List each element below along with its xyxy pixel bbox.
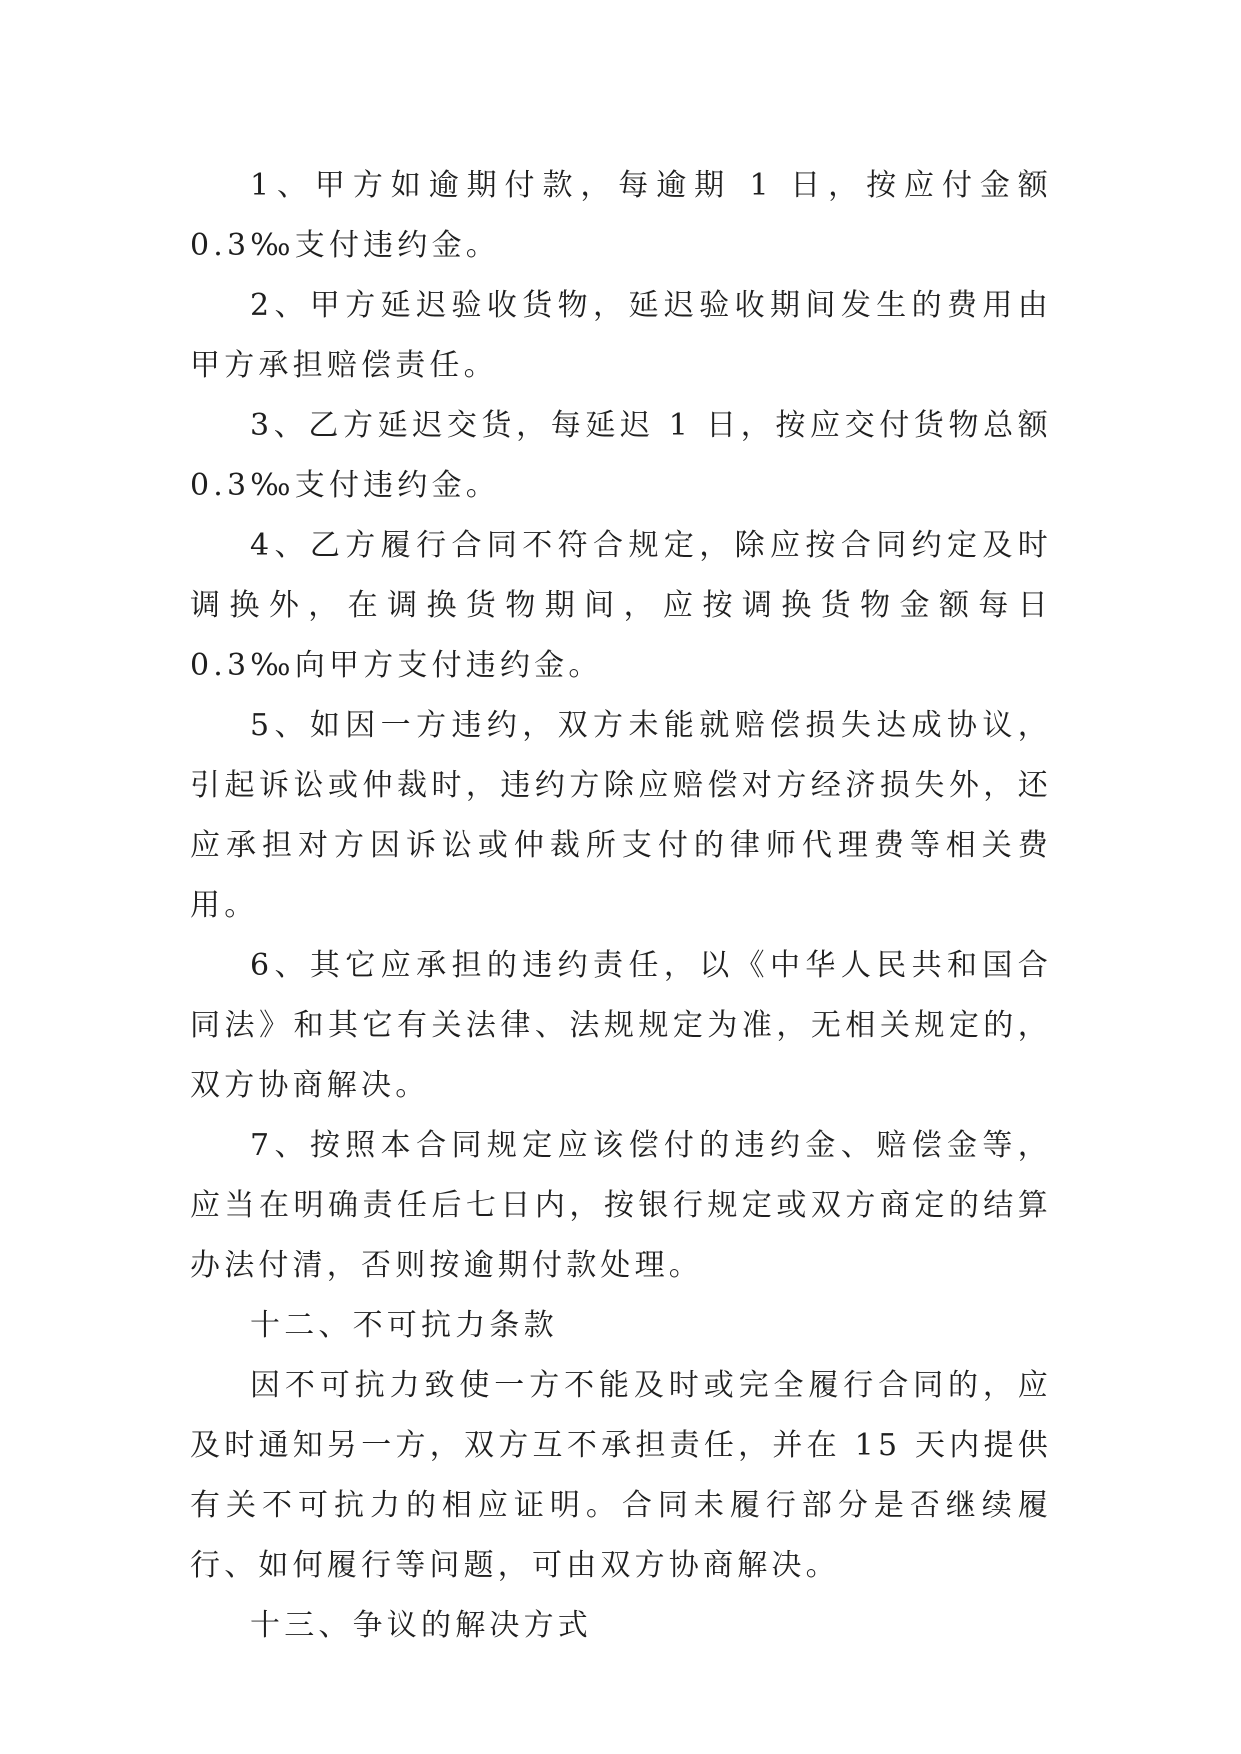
clause-2-delayed-acceptance: 2、甲方延迟验收货物，延迟验收期间发生的费用由甲方承担赔偿责任。 [190, 288, 1052, 383]
clause-6-other-liability: 6、其它应承担的违约责任，以《中华人民共和国合同法》和其它有关法律、法规规定为准，无相关规定的，双方协商解决。 [190, 948, 1052, 1103]
force-majeure-body: 因不可抗力致使一方不能及时或完全履行合同的，应及时通知另一方，双方互不承担责任，并在 15 天内提供有关不可抗力的相应证明。合同未履行部分是否继续履行、如何履行等问题，可由双方协商解决。 [190, 1368, 1052, 1583]
clause-1-late-payment: 1、甲方如逾期付款，每逾期 1 日，按应付金额 0.3‰支付违约金。 [190, 168, 1052, 263]
clause-4-nonconforming-performance: 4、乙方履行合同不符合规定，除应按合同约定及时调换外，在调换货物期间，应按调换货物金额每日 0.3‰向甲方支付违约金。 [190, 528, 1052, 683]
section-heading-dispute-resolution: 十三、争议的解决方式 [250, 1608, 592, 1643]
document-page [190, 156, 1052, 1656]
section-heading-force-majeure: 十二、不可抗力条款 [250, 1308, 558, 1343]
clause-5-litigation-costs: 5、如因一方违约，双方未能就赔偿损失达成协议，引起诉讼或仲裁时，违约方除应赔偿对方经济损失外，还应承担对方因诉讼或仲裁所支付的律师代理费等相关费用。 [190, 708, 1052, 923]
clause-3-delayed-delivery: 3、乙方延迟交货，每延迟 1 日，按应交付货物总额 0.3‰支付违约金。 [190, 408, 1052, 503]
clause-7-payment-deadline: 7、按照本合同规定应该偿付的违约金、赔偿金等，应当在明确责任后七日内，按银行规定或双方商定的结算办法付清，否则按逾期付款处理。 [190, 1128, 1052, 1283]
